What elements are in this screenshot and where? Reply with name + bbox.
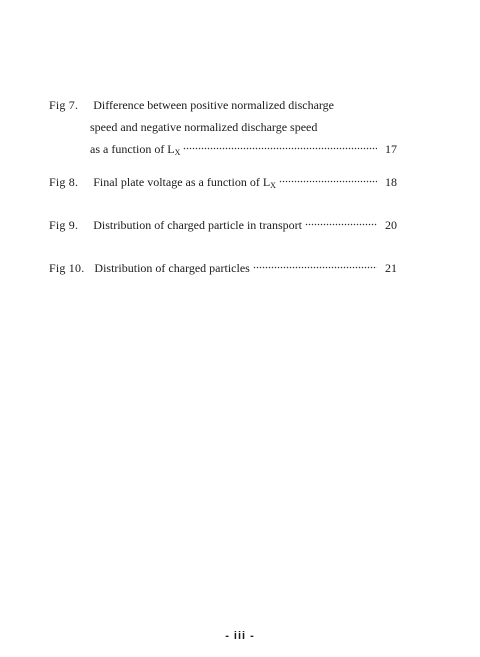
toc-entry-fig9[interactable] bbox=[49, 214, 397, 236]
entry-title-line-2: speed and negative normalized discharge speed bbox=[90, 120, 318, 134]
toc-entry-fig10[interactable] bbox=[49, 257, 397, 279]
page-footer-number: - iii - bbox=[225, 630, 255, 642]
page-number: 18 bbox=[385, 175, 397, 189]
dot-leader bbox=[253, 261, 377, 273]
entry-title-line-1: Difference between positive normalized discharge bbox=[93, 98, 335, 112]
subscript: X bbox=[174, 148, 181, 157]
figure-label: Fig 10. bbox=[49, 261, 85, 275]
dot-leader bbox=[305, 218, 377, 230]
figure-label: Fig 7. bbox=[49, 98, 79, 112]
entry-title: Distribution of charged particles bbox=[94, 261, 250, 275]
toc-entry-fig7[interactable] bbox=[49, 94, 397, 162]
figure-label: Fig 9. bbox=[49, 218, 79, 232]
entry-title: Final plate voltage as a function of LX bbox=[93, 175, 276, 190]
figure-label: Fig 8. bbox=[49, 175, 79, 189]
subscript: X bbox=[270, 181, 276, 190]
dot-leader bbox=[183, 142, 377, 154]
page-number: 20 bbox=[385, 218, 397, 232]
page-number: 17 bbox=[385, 142, 397, 156]
dot-leader bbox=[279, 175, 377, 187]
entry-title-line-3: as a function of LX bbox=[90, 142, 181, 157]
entry-title: Distribution of charged particle in transport bbox=[93, 218, 302, 232]
page-number: 21 bbox=[385, 261, 397, 275]
toc-entry-fig8[interactable] bbox=[49, 171, 397, 195]
